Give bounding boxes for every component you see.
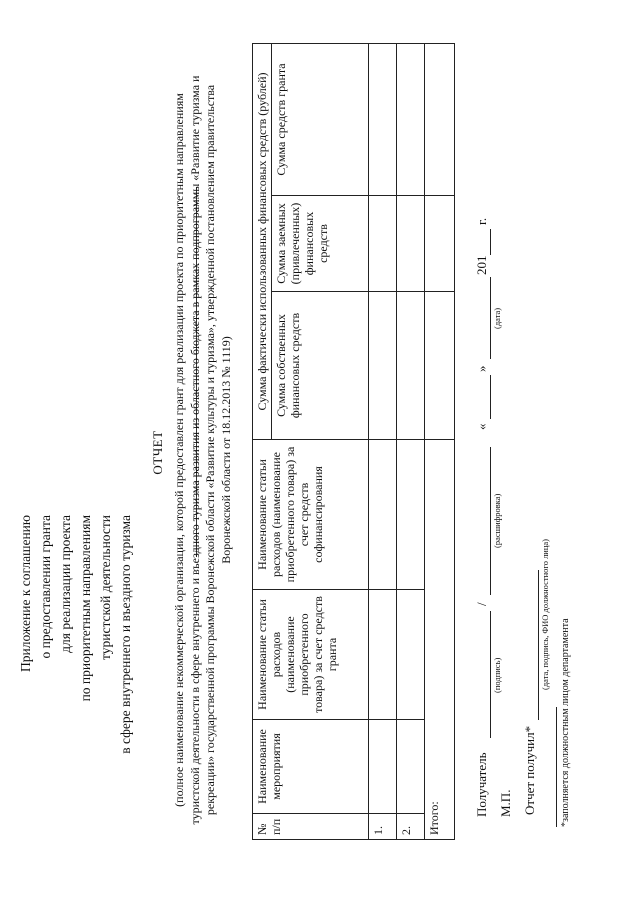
row-num: 2. [397, 814, 425, 840]
decoding-line [490, 447, 491, 595]
header-num: № п/п [253, 814, 369, 840]
table-row [397, 44, 425, 840]
date-caption: (дата) [492, 307, 502, 329]
cell-cofinancing-item [369, 440, 397, 590]
year-prefix: 201 [474, 255, 489, 275]
header-grant-sum: Сумма средств гранта [272, 44, 369, 196]
cell-event [397, 720, 425, 814]
decoding-caption: (расшифровка) [492, 493, 502, 548]
signature-caption: (подпись) [492, 657, 502, 693]
received-caption: (дата, подпись, ФИО должностного лица) [540, 538, 550, 690]
cell-own-funds [369, 292, 397, 440]
total-row [425, 44, 455, 840]
cell-own-funds [397, 292, 425, 440]
cell-event [369, 720, 397, 814]
report-table [252, 43, 455, 840]
cell-grant-sum [397, 44, 425, 196]
year-suffix: г. [474, 217, 489, 225]
slash: / [474, 602, 489, 606]
header-borrowed-funds: Сумма заемных (привлеченных) финансовых средств [272, 196, 369, 292]
recipient-label: Получатель [474, 752, 489, 817]
page-title: ОТЧЕТ [150, 430, 165, 475]
signature-line [490, 611, 491, 738]
header-grant-item: Наименование статьи расходов (наименование приобретенного товара) за счет средств гранта [253, 590, 369, 720]
cell-cofinancing-item [397, 440, 425, 590]
appendix-line: по приоритетным направлениям [78, 515, 93, 702]
organization-caption: (полное наименование некоммерческой организации, которой предоставлен грант для реализации проекта по приоритетным направлениям туристской деятельности в сфере внутреннего и въездного туризма развития из областного бюджета в рамках подпрограммы «Развитие туризма и рекреации» государственной программы Воронежской области «Развитие культуры и туризма», утвержденной постановлением правительства Воронежской области от 18.12.2013 № 1119) [172, 75, 233, 825]
table-header-row [253, 44, 272, 840]
cell-borrowed-funds [369, 196, 397, 292]
appendix-line: о предоставлении гранта [38, 515, 53, 659]
cell-grant-item [397, 590, 425, 720]
appendix-line: для реализации проекта [58, 515, 73, 653]
total-borrowed-funds [425, 196, 455, 292]
row-num: 1. [369, 814, 397, 840]
month-line [490, 277, 491, 359]
quote-open: « [474, 423, 489, 430]
year-line [490, 229, 491, 255]
appendix-line: в сфере внутреннего и въездного туризма [118, 515, 133, 754]
report-received-label: Отчет получил* [522, 725, 537, 815]
header-event: Наименование мероприятия [253, 720, 369, 814]
quote-close: » [474, 365, 489, 372]
table-row [369, 44, 397, 840]
footnote: *заполняется должностным лицом департамента [560, 618, 571, 827]
footnote-separator [556, 707, 557, 827]
header-cofinancing-item: Наименование статьи расходов (наименование приобретенного товара) за счет средств софинансирования [253, 440, 369, 590]
appendix-line: туристской деятельности [98, 515, 113, 660]
header-own-funds: Сумма собственных финансовых средств [272, 292, 369, 440]
appendix-line: Приложение к соглашению [18, 515, 33, 673]
header-actual-sum: Сумма фактически использованных финансовых средств (рублей) [253, 44, 272, 440]
day-line [490, 375, 491, 419]
received-line [538, 570, 539, 720]
total-own-funds [425, 292, 455, 440]
cell-grant-item [369, 590, 397, 720]
stamp-label: М.П. [498, 789, 513, 817]
appendix-header [16, 515, 136, 815]
total-grant-sum [425, 44, 455, 196]
cell-grant-sum [369, 44, 397, 196]
cell-borrowed-funds [397, 196, 425, 292]
total-label: Итого: [425, 440, 455, 840]
